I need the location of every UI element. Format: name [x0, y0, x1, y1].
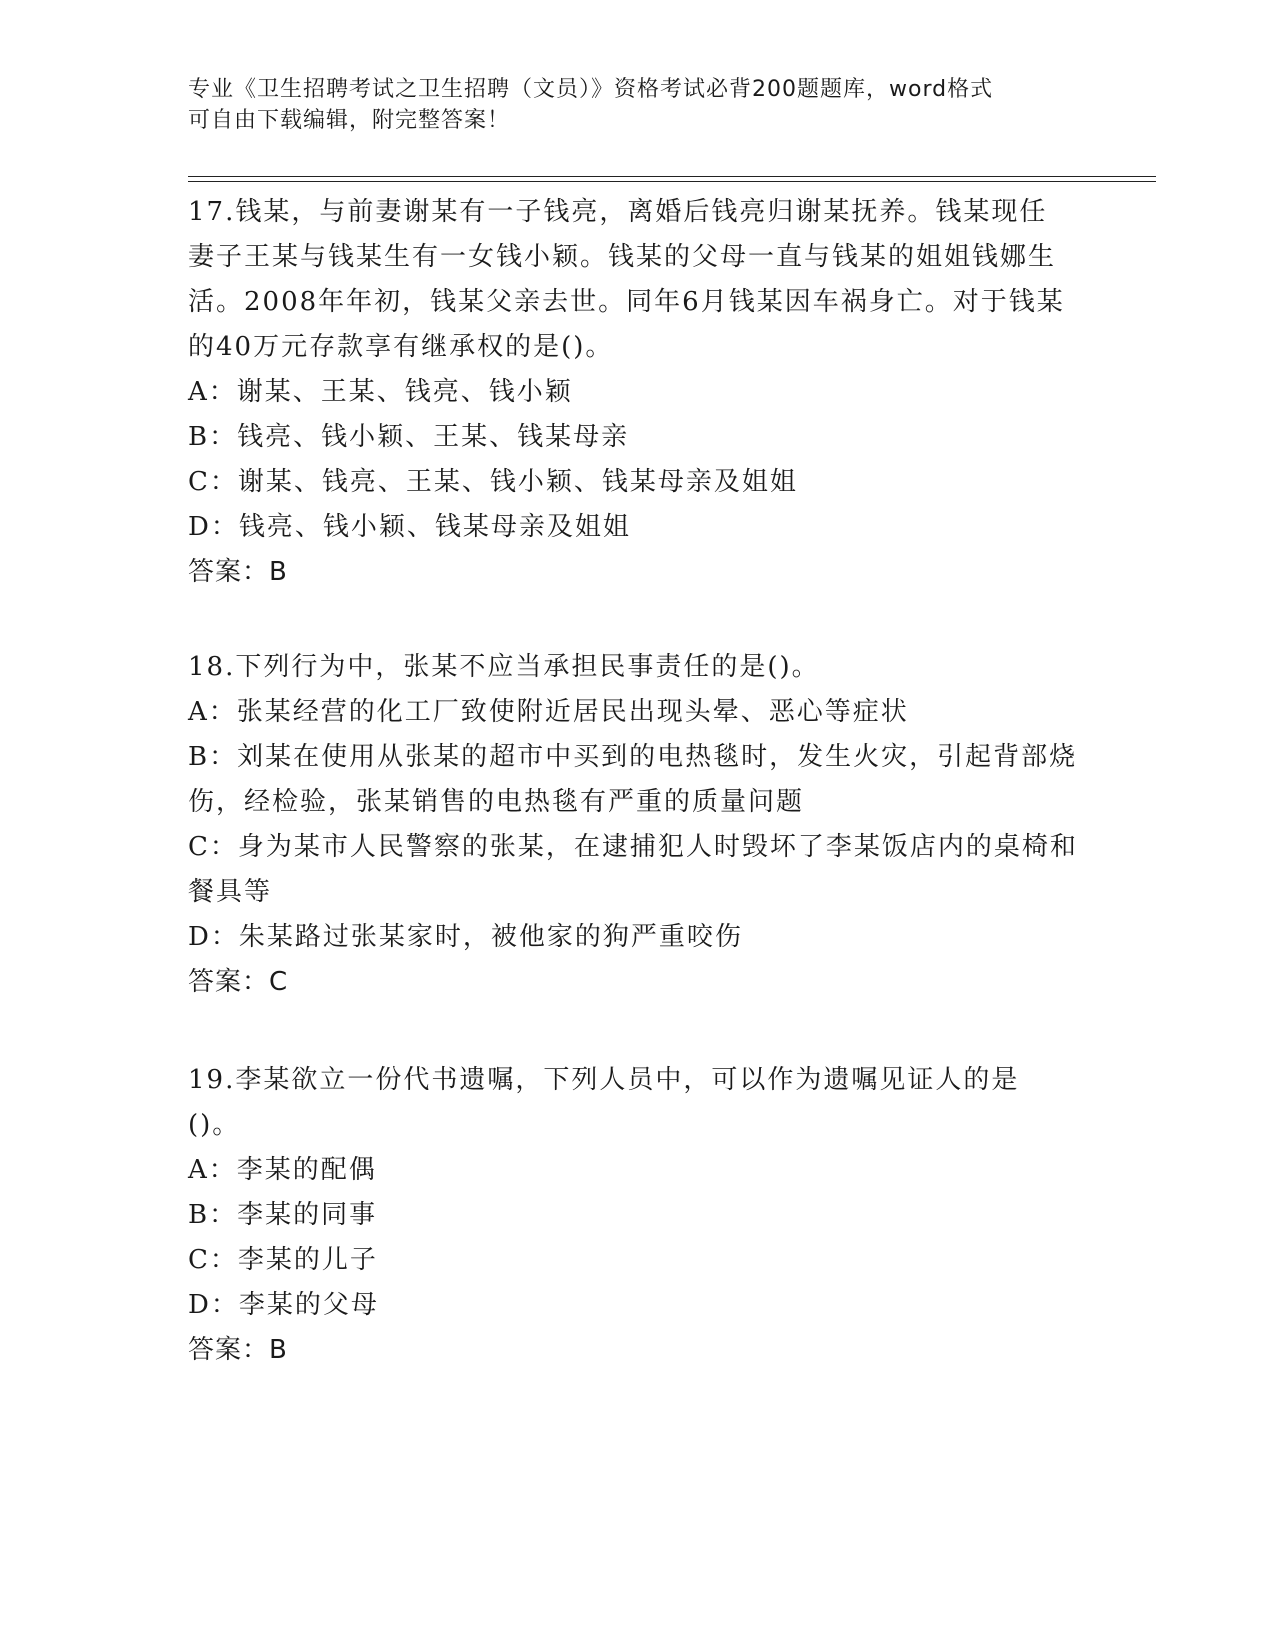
header-line-1: 专业《卫生招聘考试之卫生招聘（文员）》资格考试必背200题题库，word格式 — [188, 77, 994, 102]
answer-line: 答案：B — [188, 557, 288, 587]
option-c: C：李某的儿子 — [188, 1245, 378, 1275]
option-a: A：李某的配偶 — [188, 1155, 377, 1185]
header-divider-top — [188, 176, 1156, 177]
option-d: D：李某的父母 — [188, 1290, 379, 1320]
option-b: B：刘某在使用从张某的超市中买到的电热毯时，发生火灾，引起背部烧伤，经检验，张某销售的电热毯有严重的质量问题 — [188, 742, 1078, 817]
question-stem: 18.下列行为中，张某不应当承担民事责任的是()。 — [188, 652, 820, 682]
question-18 — [188, 645, 1088, 1005]
document-header — [188, 74, 1068, 136]
question-stem: 17.钱某，与前妻谢某有一子钱亮，离婚后钱亮归谢某抚养。钱某现任妻子王某与钱某生有一女钱小颖。钱某的父母一直与钱某的姐姐钱娜生活。2008年年初，钱某父亲去世。同年6月钱某因车祸身亡。对于钱某的40万元存款享有继承权的是()。 — [188, 197, 1065, 362]
option-c: C：身为某市人民警察的张某，在逮捕犯人时毁坏了李某饭店内的桌椅和餐具等 — [188, 832, 1078, 907]
option-a: A：张某经营的化工厂致使附近居民出现头晕、恶心等症状 — [188, 697, 909, 727]
option-d: D：钱亮、钱小颖、钱某母亲及姐姐 — [188, 512, 631, 542]
option-c: C：谢某、钱亮、王某、钱小颖、钱某母亲及姐姐 — [188, 467, 798, 497]
header-line-2: 可自由下载编辑，附完整答案！ — [188, 108, 511, 133]
option-a: A：谢某、王某、钱亮、钱小颖 — [188, 377, 573, 407]
option-d: D：朱某路过张某家时，被他家的狗严重咬伤 — [188, 922, 743, 952]
answer-line: 答案：C — [188, 967, 289, 997]
question-stem: 19.李某欲立一份代书遗嘱，下列人员中，可以作为遗嘱见证人的是()。 — [188, 1065, 1020, 1140]
option-b: B：钱亮、钱小颖、王某、钱某母亲 — [188, 422, 630, 452]
question-17 — [188, 190, 1088, 595]
header-divider-bottom — [188, 181, 1156, 182]
answer-line: 答案：B — [188, 1335, 288, 1365]
question-19 — [188, 1058, 1088, 1373]
option-b: B：李某的同事 — [188, 1200, 378, 1230]
